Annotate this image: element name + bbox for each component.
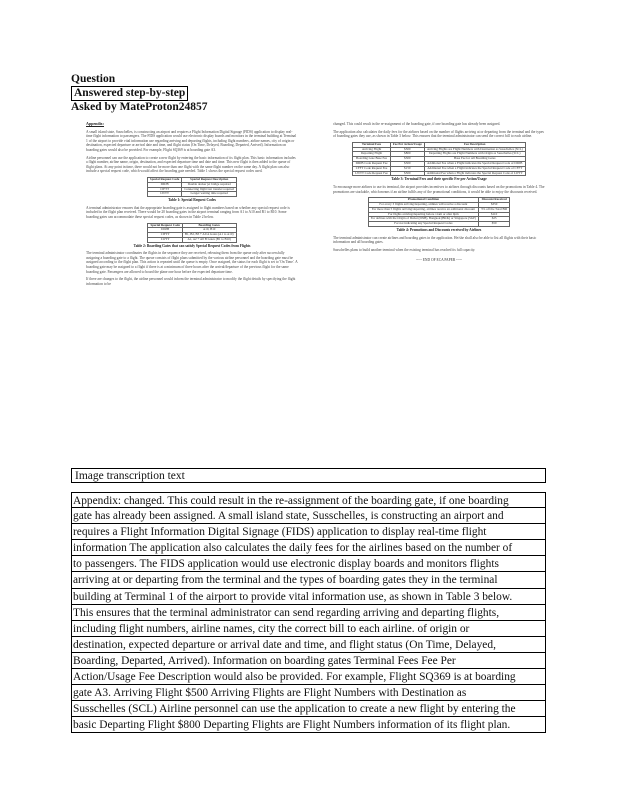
table-3 bbox=[352, 142, 525, 177]
table-4 bbox=[368, 197, 510, 227]
table-cell: Additional Fee when a Flight indicates the Special Request Code of CFFT bbox=[424, 166, 525, 171]
table-cell: Longer waiting time required bbox=[182, 192, 237, 197]
doc-paragraph: Airline personnel can use the application to create a new flight by entering the basic information of its flight plan. This basic information includes a flight number, airline name, origin, destination, and expected departure time and date and time. This new flight is then added to the queue of flight plans. At any point in time, there would not be more than one flight with the same flight number on the same day. A flight plan can also include a special request code, which would affect the boarding gate needed. Table 1 shows the special request codes used. bbox=[86, 155, 296, 174]
table-cell: Connecting flight fast transfer required bbox=[182, 187, 237, 192]
table-cell: $110 bbox=[479, 212, 510, 217]
transcription-line: to passengers. The FIDS application would use electronic display boards and monitors flights bbox=[71, 556, 546, 572]
doc-paragraph: The terminal administrator can create airlines and boarding gates in the application. He/she shall also be able to list all flights with their basic information and all boarding gates. bbox=[333, 235, 537, 245]
transcription-line: destination, expected departure or arrival date and time, and flight status (On Time, Delayed, bbox=[71, 637, 546, 653]
table-cell: $350 bbox=[479, 202, 510, 207]
table-cell: LWTT Code Request Fee bbox=[353, 171, 391, 176]
table-cell: DDJB bbox=[147, 182, 181, 187]
doc-paragraph: Susschelles plans to build another terminal when the existing terminal has reached its full capacity. bbox=[333, 247, 476, 252]
doc-paragraph: The terminal administrator coordinates the flights in the sequence they are received, releasing them from the queue only after successfully assigning a boarding gate to a flight. The queue consists of flight plans submitted by the various airline personnel and the boarding gate must be assigned according to the flight plan. This action is repeated until the queue is empty. Once assigned, the status for each flight is set to 'On Time'. A boarding gate may be assigned to a flight if there is at a minimum of three hours after the arrival/departure of the previous flight for the same boarding gate. Passengers are allowed to board the plane one hour before the expected departure time. bbox=[86, 251, 298, 274]
table-cell: DDJB bbox=[148, 228, 182, 233]
document-right-column bbox=[333, 122, 545, 263]
table-header: Boarding Gates bbox=[182, 223, 236, 228]
table-cell: For airlines with the Origin of Dubai (DXB), Bangkok (BKK) or Singapore (SGP) bbox=[368, 217, 478, 222]
table-cell: A1, A2 + All B Gates (B1 to B10) bbox=[182, 237, 236, 242]
table-cell: For flights arriving/departing before 11am or after 9pm bbox=[368, 212, 478, 217]
table-cell: A10, B10 bbox=[182, 228, 236, 233]
table-header: Promotional Condition bbox=[368, 198, 478, 203]
table-header: Special Request Description bbox=[182, 177, 237, 182]
appendix-heading: Appendix: bbox=[86, 121, 105, 126]
table-cell: CIFTT bbox=[148, 233, 182, 238]
table-cell: Boarding Gate Base Fee bbox=[353, 157, 391, 162]
question-label: Question bbox=[71, 73, 116, 85]
table-cell: $500 bbox=[390, 171, 424, 176]
transcription-line: including flight numbers, airline names, city the correct bill to each airline. of origin or bbox=[71, 621, 546, 637]
table-header: Fee Per Action/Usage bbox=[390, 142, 424, 147]
table-header: Special Request Code bbox=[148, 223, 182, 228]
table-2 bbox=[147, 223, 236, 243]
table-cell: Additional Fee when a Flight indicates the Special Request Code of LWTT bbox=[424, 171, 525, 176]
transcription-line: requires a Flight Information Digital Signage (FIDS) application to display real-time flight bbox=[71, 524, 546, 540]
table-caption: Table 4: Promotions and Discounts received by Airlines bbox=[396, 227, 482, 232]
table-cell: CIFTT bbox=[147, 187, 181, 192]
transcription-line: building at Terminal 1 of the airport to provide vital information use, as shown in Table 3 below. bbox=[71, 589, 546, 605]
table-cell: For not indicating any Special Request Codes bbox=[368, 222, 478, 227]
table-cell: For every 3 flights arriving/departing, airlines will receive a discount bbox=[368, 202, 478, 207]
table-cell: $300 bbox=[390, 161, 424, 166]
asked-by-text: Asked by MateProton24857 bbox=[71, 101, 208, 113]
document-left-column bbox=[86, 122, 298, 289]
table-cell: LWTT bbox=[147, 192, 181, 197]
end-of-paper-marker: ----- END OF ECA PAPER ----- bbox=[415, 258, 463, 263]
question-header bbox=[71, 73, 208, 114]
transcription-line: Boarding, Departed, Arrived). Information on boarding gates Terminal Fees Fee Per bbox=[71, 653, 546, 669]
transcription-line: Appendix: changed. This could result in the re-assignment of the boarding gate, if one boarding bbox=[71, 492, 546, 508]
table-caption: Table 3: Terminal Fees and their specific Fee per Action/Usage bbox=[391, 177, 487, 182]
doc-paragraph: A small island state, Susschelles, is constructing an airport and requires a Flight Information Digital Signage (FIDS) application to display real-time flight information to passengers. The FIDS application would use electronic display boards and monitors in the terminal building at Terminal 1 of the airport to provide vital information use regarding arriving and departing flights, including flight numbers, airline names, city of origin or destination, expected departure or arrival date and time, and flight status (On Time, Delayed, Boarding, Departed, Arrived). Information on boarding gates would also be provided. For example, Flight SQ369 is at boarding gate A3. bbox=[86, 129, 297, 152]
table-cell: $500 bbox=[390, 147, 424, 152]
table-cell: CFFT Code Request Fee bbox=[353, 166, 391, 171]
transcription-text bbox=[71, 492, 546, 733]
table-cell: $800 bbox=[390, 152, 424, 157]
table-caption: Table 2: Boarding Gates that can satisfy Special Request Codes from Flights bbox=[133, 243, 251, 248]
table-cell: $150 bbox=[390, 166, 424, 171]
answered-step-by-step-link[interactable]: Answered step-by-step bbox=[71, 86, 188, 101]
table-cell: Base Fee for All Boarding Gates bbox=[424, 157, 525, 162]
document-image bbox=[80, 122, 552, 442]
table-cell: $50 bbox=[479, 222, 510, 227]
table-cell: For more than 5 flights arriving/departing, airlines receive an additional discount bbox=[368, 207, 478, 212]
transcription-line: Susschelles (SCL) Airline personnel can use the application to create a new flight by entering the bbox=[71, 701, 546, 717]
table-cell: Arriving Flights are Flight Numbers with Destination as Susschelles (SCL) bbox=[424, 147, 525, 152]
table-cell: Departing Flight bbox=[353, 152, 391, 157]
transcription-line: gate has already been assigned. A small island state, Susschelles, is constructing an airport and bbox=[71, 508, 546, 524]
transcription-line: arriving at or departing from the terminal and the types of boarding gates they in the terminal bbox=[71, 572, 546, 588]
table-header: Discount Received bbox=[479, 198, 510, 203]
table-cell: Additional Fee when a Flight indicates the Special Request Code of DDJB bbox=[424, 161, 525, 166]
doc-paragraph: To encourage more airlines to use its terminal, the airport provides incentives to airlines through discounts based on the promotions in Table 4. The promotions are stackable, which means if an airline fulfils any of the promotional conditions, it would be able to enjoy the discounts received. bbox=[333, 184, 545, 194]
table-cell: LWTT bbox=[148, 237, 182, 242]
table-header: Terminal Fees bbox=[353, 142, 391, 147]
transcription-line: Action/Usage Fee Description would also be provided. For example, Flight SQ369 is at boarding bbox=[71, 669, 546, 685]
doc-paragraph: changed. This could result in the re-assignment of the boarding gate, if one boarding gate has already been assigned. bbox=[333, 122, 501, 126]
table-cell: $25 bbox=[479, 217, 510, 222]
transcription-line: basic Departing Flight $800 Departing Flights are Flight Numbers information of its flight plan. bbox=[71, 717, 546, 733]
doc-paragraph: A terminal administrator ensures that the appropriate boarding gate is assigned to flight numbers based on whether any special request code is included in the flight plan received. There would be 20 boarding gates in the airport terminal ranging from A1 to A10 and B1 to B10. Some boarding gates can accommodate these special request codes, as shown in Table 2 below. bbox=[86, 205, 290, 219]
table-cell: B1, B2, B3 + All A Gates (A1 to A10) bbox=[182, 233, 236, 238]
table-cell: DDJB Code Request Fee bbox=[353, 161, 391, 166]
table-cell: Departing Flights are Flight Numbers with Origin as Susschelles (SCL) bbox=[424, 152, 525, 157]
table-1 bbox=[147, 177, 237, 197]
image-transcription-label: Image transcription text bbox=[71, 468, 546, 483]
doc-paragraph: The application also calculates the daily fees for the airlines based on the number of flights arriving at or departing from the terminal and the types of boarding gates they use, as shown in Table 3 below. This ensures that the terminal administrator can send the correct bill to each airline. bbox=[333, 129, 544, 139]
table-header: Special Request Code bbox=[147, 177, 181, 182]
table-header: Fee Description bbox=[424, 142, 525, 147]
table-cell: Arriving Flight bbox=[353, 147, 391, 152]
table-cell: 3% off the Total Bill bbox=[479, 207, 510, 212]
doc-paragraph: If there are changes to the flight, the airline personnel would inform the terminal administrator to modify the flight details by specifying the flight information to be bbox=[86, 277, 296, 286]
table-cell: Double decker jet bridge required bbox=[182, 182, 237, 187]
transcription-line: information The application also calculates the daily fees for the airlines based on the number of bbox=[71, 540, 546, 556]
transcription-line: This ensures that the terminal administrator can send regarding arriving and departing flights, bbox=[71, 605, 546, 621]
transcription-line: gate A3. Arriving Flight $500 Arriving Flights are Flight Numbers with Destination as bbox=[71, 685, 546, 701]
table-cell: $300 bbox=[390, 157, 424, 162]
table-caption: Table 1: Special Request Codes bbox=[168, 198, 216, 203]
